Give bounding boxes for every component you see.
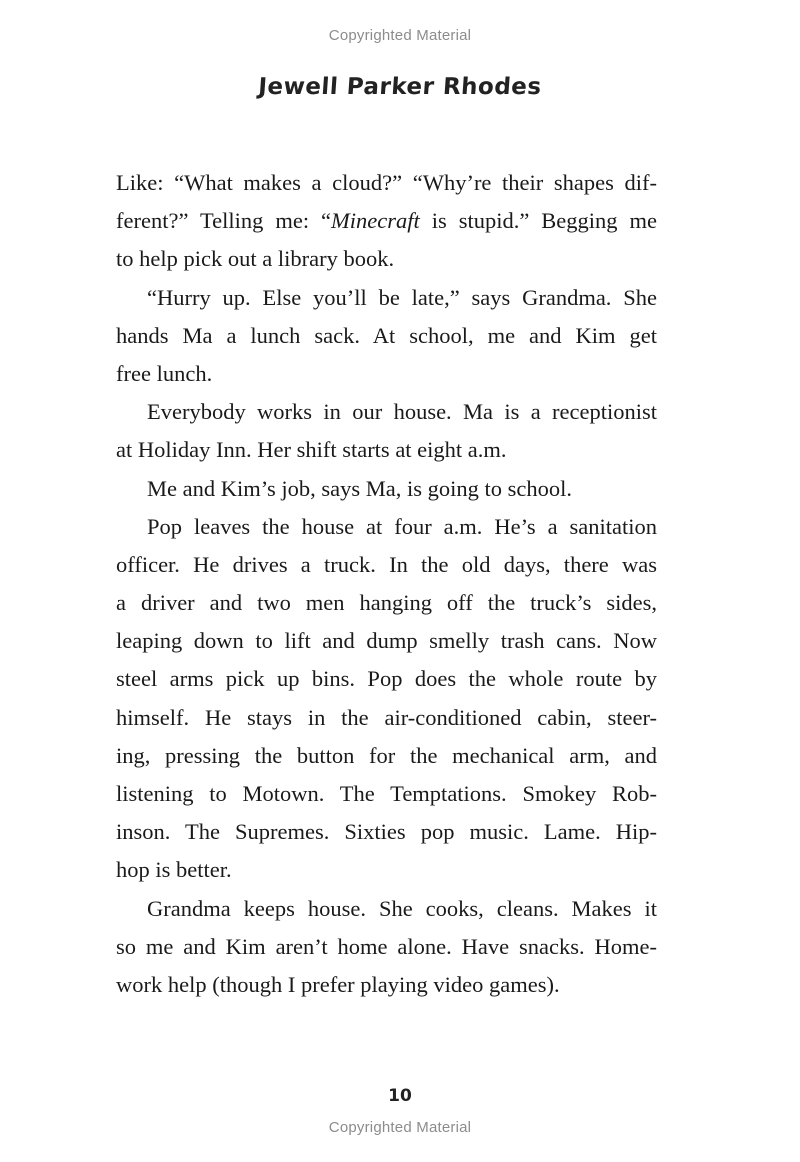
text-line: hands Ma a lunch sack. At school, me and Kim get [116, 322, 657, 348]
text-line: Pop leaves the house at four a.m. He’s a sanitation [147, 513, 657, 539]
book-title-italic: Minecraft [331, 208, 420, 234]
text-line: steel arms pick up bins. Pop does the whole route by [116, 666, 657, 692]
text-line: Everybody works in our house. Ma is a receptionist [147, 399, 657, 425]
text-line: so me and Kim aren’t home alone. Have snacks. Home- [116, 933, 657, 959]
copyright-watermark-bottom: Copyrighted Material [328, 1119, 472, 1136]
text-line: ing, pressing the button for the mechanical arm, and [116, 742, 657, 768]
text-line: work help (though I prefer playing video games). [116, 971, 560, 997]
text-line: leaping down to lift and dump smelly trash cans. Now [116, 628, 657, 654]
text-line: Grandma keeps house. She cooks, cleans. Makes it [147, 895, 657, 921]
text-line: inson. The Supremes. Sixties pop music. Lame. Hip- [116, 819, 657, 845]
text-line: free lunch. [116, 360, 213, 386]
text-line: himself. He stays in the air-conditioned cabin, steer- [116, 704, 657, 730]
text-line: officer. He drives a truck. In the old days, there was [116, 551, 657, 577]
text-line: listening to Motown. The Temptations. Smokey Rob- [116, 781, 657, 806]
text-line: to help pick out a library book. [116, 246, 395, 272]
text-line: a driver and two men hanging off the truck’s sides, [116, 590, 657, 616]
text-line: Me and Kim’s job, says Ma, is going to school. [147, 475, 572, 501]
text-line: hop is better. [116, 857, 232, 883]
running-head-author: Jewell Parker Rhodes [257, 74, 543, 100]
copyright-watermark-top: Copyrighted Material [328, 27, 472, 44]
page-number: 10 [388, 1086, 412, 1106]
text-line: Like: “What makes a cloud?” “Why’re their shapes dif- [116, 170, 657, 195]
text-line: “Hurry up. Else you’ll be late,” says Grandma. She [147, 284, 657, 310]
page-body [116, 164, 657, 1004]
text-line: at Holiday Inn. Her shift starts at eight a.m. [116, 437, 507, 463]
text-line: ferent?” Telling me: “Minecraft is stupid.” Begging me [116, 208, 657, 234]
